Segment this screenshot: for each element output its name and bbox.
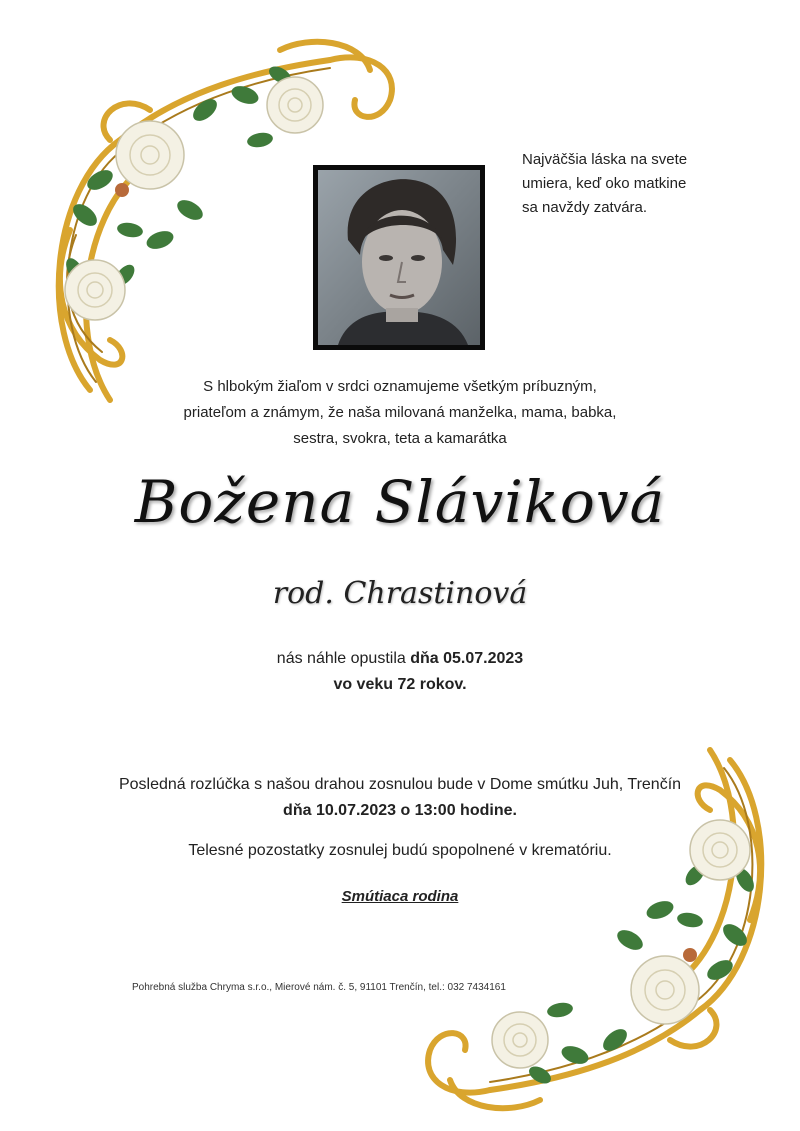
death-prefix: nás náhle opustila bbox=[276, 650, 406, 667]
farewell-info bbox=[0, 772, 800, 824]
quote-text bbox=[522, 148, 762, 220]
announcement-line: priateľom a známym, že naša milovaná manželka, mama, babka, bbox=[183, 404, 617, 421]
death-date: dňa 05.07.2023 bbox=[410, 650, 524, 667]
announcement-text bbox=[100, 374, 700, 452]
family-signature: Smútiaca rodina bbox=[341, 888, 459, 905]
farewell-line: Posledná rozlúčka s našou drahou zosnulou bude v Dome smútku Juh, Trenčín bbox=[118, 776, 682, 793]
funeral-service-footer: Pohrebná služba Chryma s.r.o., Mierové nám. č. 5, 91101 Trenčín, tel.: 032 7434161 bbox=[132, 982, 506, 993]
death-info bbox=[0, 646, 800, 698]
maiden-name: rod. Chrastinová bbox=[272, 576, 528, 611]
deceased-name: Božena Sláviková bbox=[134, 468, 666, 536]
farewell-datetime: dňa 10.07.2023 o 13:00 hodine. bbox=[283, 802, 517, 819]
announcement-line: sestra, svokra, teta a kamarátka bbox=[293, 430, 507, 447]
announcement-line: S hlbokým žiaľom v srdci oznamujeme všetkým príbuzným, bbox=[203, 378, 597, 395]
portrait-photo bbox=[313, 165, 485, 350]
quote-line: Najväčšia láska na svete bbox=[522, 151, 688, 168]
remains-note: Telesné pozostatky zosnulej budú spopolnené v krematóriu. bbox=[188, 842, 612, 859]
death-age: vo veku 72 rokov. bbox=[333, 676, 467, 693]
quote-line: umiera, keď oko matkine bbox=[522, 175, 687, 192]
portrait-image bbox=[318, 170, 480, 345]
quote-line: sa navždy zatvára. bbox=[522, 199, 648, 216]
